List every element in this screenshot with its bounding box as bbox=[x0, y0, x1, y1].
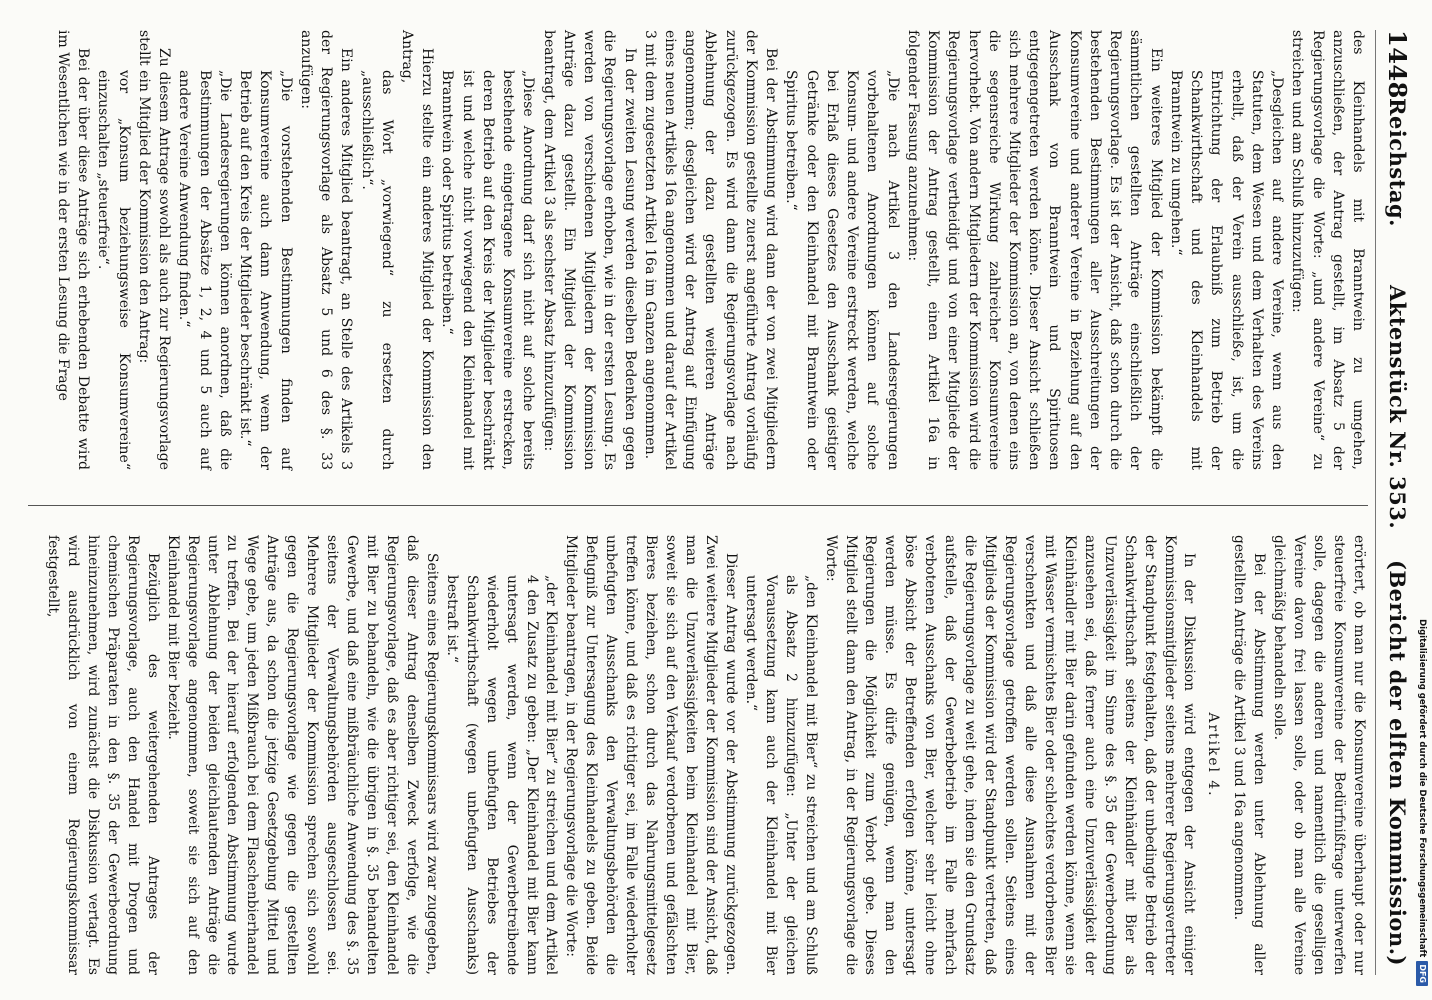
header-rule bbox=[1375, 30, 1376, 975]
quoted-paragraph: „Desgleichen auf andere Vereine, wenn aus den Statuten, dem Wesen und dem Verhalten des Vereins erhellt, daß der Verein ausschließe, ist, um die Entrichtung der Erlaubniß zum Betrieb der Schankwirthschaft und des Kleinhandels mit Branntwein zu umgehen.“ bbox=[1167, 70, 1286, 470]
paragraph: Ein anderes Mitglied beantragt, an Stelle des Artikels 3 der Regierungsvorlage als Absatz 5 und 6 des §. 33 anzufügen: bbox=[297, 30, 355, 470]
quoted-paragraph: das Wort „vorwiegend“ zu ersetzen durch „ausschließlich“. bbox=[358, 70, 395, 470]
paragraph: Seitens eines Regierungskommissars wird zwar zugegeben, daß dieser Antrag denselben Zweck verfolge, wie die Regierungsvorlage, daß es aber richtiger sei, den Kleinhandel mit Bier zu behandeln, wie die übrigen in §. 35 behandelten Gewerbe, und daß eine mißbräuchliche Anwendung des §. 35 seitens der Verwaltungsbehörden ausgeschlossen sei. Mehrere Mitglieder der Kommission sprechen sich sowohl gegen die Regierungsvorlage wie gegen die gestellten Anträge aus, da schon die jetzige Gesetzgebung Mittel und Wege gebe, um jeden Mißbrauch bei dem Flaschenbierhandel zu treffen. Bei der hierauf erfolgenden Abstimmung wurde unter Ablehnung der beiden gleichlautenden Anträge die Regierungsvorlage angenommen, soweit sie sich auf den Kleinhandel mit Bier bezieht. bbox=[164, 535, 440, 975]
left-column bbox=[53, 30, 1368, 470]
paragraph: Bei der Abstimmung werden unter Ablehnung aller gestellten Anträge die Artikel 3 und 16a angenommen. bbox=[1231, 535, 1268, 975]
paragraph: Hierzu stellte ein anderes Mitglied der Kommission den Antrag, bbox=[398, 30, 436, 470]
paragraph: Bei der Abstimmung wird dann der von zwei Mitgliedern der Kommission gestellte zuerst angeführte Antrag vorläufig zurückgezogen. Es wird dann die Regierungsvorlage nach Ablehnung der dazu gestellten weiteren Anträge angenommen; desgleichen wird der Antrag auf Einfügung eines neuen Artikels 16a angenommen und darauf der Artikel 3 mit dem zugesetzten Artikel 16a im Ganzen angenommen. bbox=[641, 30, 780, 470]
digitization-note bbox=[1414, 6, 1430, 986]
document-number: Aktenstück Nr. 353. bbox=[1385, 285, 1410, 530]
paragraph: In der zweiten Lesung werden dieselben Bedenken gegen die Regierungsvorlage erhoben, wie in der ersten Lesung. Es werden von verschiedenen Mitgliedern der Kommission Anträge dazu gestellt. Ein Mitglied der Kommission beantragt, dem Artikel 3 als sechster Absatz hinzuzufügen: bbox=[540, 30, 638, 470]
quoted-paragraph: „der Kleinhandel mit Bier“ zu streichen und dem Artikel 4 den Zusatz zu geben: „Der Kleinhandel mit Bier kann untersagt werden, wenn der Gewerbetreibende wiederholt wegen unbefugten Betriebes der Schankwirthschaft (wegen unbefugten Ausschanks) bestraft ist.“ bbox=[443, 575, 560, 975]
paragraph: Bezüglich des weitergehenden Antrages der Regierungsvorlage, auch den Handel mit Drogen und chemischen Präparaten in den §. 35 der Gewerbeordnung hineinzunehmen, wird zunächst die Diskussion vertagt. Es wird ausdrücklich von einem Regierungskommissar festgestellt, bbox=[45, 535, 161, 975]
running-title: Reichstag. bbox=[1385, 98, 1410, 227]
paragraph: Zu diesem Antrage sowohl als auch zur Regierungsvorlage stellt ein Mitglied der Kommission den Antrag: bbox=[135, 30, 173, 470]
paragraph: Bei der über diese Anträge sich erhebenden Debatte wird im Wesentlichen wie in der ersten Lesung die Frage bbox=[55, 30, 92, 470]
quoted-paragraph: „Die vorstehenden Bestimmungen finden auf Konsumvereine auch dann Anwendung, wenn der Betrieb auf den Kreis der Mitglieder beschränkt ist.“ bbox=[237, 70, 294, 470]
paragraph: In der Diskussion wird entgegen der Ansicht einiger Kommissionsmitglieder seitens mehrerer Regierungsvertreter der Standpunkt festgehalten, daß der unbedingte Betrieb der Schankwirthschaft seitens der Kleinhändler mit Bier als Unzuverlässigkeit im Sinne des §. 35 der Gewerbeordnung anzusehen sei, daß ferner auch eine Unzuverlässigkeit der Kleinhändler mit Bier darin gefunden werden könne, wenn sie mit Wasser vermischtes Bier oder schlechtes verdorbenes Bier verschenkten und daß alle diese Ausnahmen mit der Regierungsvorlage getroffen werden sollen. Seitens eines Mitglieds der Kommission wird der Standpunkt vertreten, daß die Regierungsvorlage zu weit gehe, indem sie den Grundsatz aufstelle, daß der Gewerbebetrieb im Falle mehrfach verbotenen Ausschanks von Bier, welcher sehr leicht ohne böse Absicht der Betreffenden erfolgen könne, untersagt werden müsse. Es dürfe genügen, wenn man den Regierungen die Möglichkeit zum Verbot gebe. Dieses Mitglied stellt dann den Antrag, in der Regierungsvorlage die Worte: bbox=[822, 535, 1198, 976]
section-heading: Artikel 4. bbox=[1205, 712, 1222, 798]
paragraph: Dieser Antrag wurde vor der Abstimmung zurückgezogen. Zwei weitere Mitglieder der Kommission sind der Ansicht, daß man die Unzuverlässigkeiten beim Kleinhandel mit Bier, soweit sie sich auf den Verkauf verdorbenen und gefälschten Bieres beziehen, schon durch das Nahrungsmittelgesetz treffen könne, und daß es richtiger sei, im Falle wiederholter unbefugten Ausschanks den Verwaltungsbehörden die Befugniß zur Untersagung des Kleinhandels zu geben. Beide Mitglieder beantragen, in der Regierungsvorlage die Worte: bbox=[563, 535, 739, 975]
report-title: (Bericht der elften Kommission.) bbox=[1385, 560, 1410, 966]
dfg-logo: DFG bbox=[1416, 961, 1428, 986]
paragraph: des Kleinhandels mit Branntwein zu umgehen, anzuschließen, der Antrag gestellt, im Absatz 5 der Regierungsvorlage die Worte: „und andere Vereine“ zu streichen und am Schluß hinzuzufügen: bbox=[1289, 30, 1366, 470]
paragraph: Ein weiteres Mitglied der Kommission bekämpft die sämmtlichen gestellten Anträge einschließlich der Regierungsvorlage. Es ist der Ansicht, daß schon durch die bestehenden Bestimmungen aller Ausschreitungen der Konsumvereine und anderer Vereine in Beziehung auf den Ausschank von Branntwein und Spirituosen entgegengetreten werden könne. Dieser Ansicht schließen sich mehrere Mitglieder der Kommission an, von denen eins die segensreiche Wirkung zahlreicher Konsumvereine hervorhebt. Von andern Mitgliedern der Kommission wird die Regierungsvorlage vertheidigt und von einer Mitgliede der Kommission der Antrag gestellt, einen Artikel 16a in folgender Fassung anzunehmen: bbox=[904, 30, 1164, 470]
paragraph: erörtert, ob man nur die Konsumvereine überhaupt oder nur steuerfreie Konsumvereine der Bedürfnißfrage unterwerfen solle, dagegen die anderen und namentlich die geselligen Vereine davon frei lassen solle, oder ob man alle Vereine gleichmäßig behandeln solle. bbox=[1271, 535, 1367, 975]
quoted-paragraph: „den Kleinhandel mit Bier“ zu streichen und am Schluß als Absatz 2 hinzuzufügen: „Unter der gleichen Voraussetzung kann auch der Kleinhandel mit Bier untersagt werden.“ bbox=[742, 575, 819, 975]
page-header bbox=[1378, 0, 1418, 1000]
quoted-paragraph: „Die Landesregierungen können anordnen, daß die Bestimmungen der Absätze 1, 2, 4 und 5 auch auf andere Vereine Anwendung finden.“ bbox=[176, 70, 233, 470]
quoted-paragraph: vor „Konsum beziehungsweise Konsumvereine“ einzuschalten „steuerfreie“. bbox=[95, 70, 132, 470]
right-column bbox=[42, 535, 1368, 975]
digitization-credit: Digitalisierung gefördert durch die Deutsche Forschungsgemeinschaft bbox=[1417, 619, 1427, 958]
quoted-paragraph: „Diese Anordnung darf sich nicht auf solche bereits bestehende eingetragene Konsumvereine erstrecken, deren Betrieb auf den Kreis der Mitglieder beschränkt ist und welche nicht vorwiegend den Kleinhandel mit Branntwein oder Spiritus betreiben.“ bbox=[439, 70, 537, 470]
quoted-paragraph: „Die nach Artikel 3 den Landesregierungen vorbehaltenen Anordnungen können auf solche Konsum- und andere Vereine erstreckt werden, welche bei Erlaß dieses Gesetzes den Ausschank geistiger Getränke oder den Kleinhandel mit Branntwein oder Spiritus betreiben.“ bbox=[783, 70, 901, 470]
column-divider bbox=[28, 505, 1368, 506]
page-number: 1448 bbox=[1383, 30, 1412, 99]
